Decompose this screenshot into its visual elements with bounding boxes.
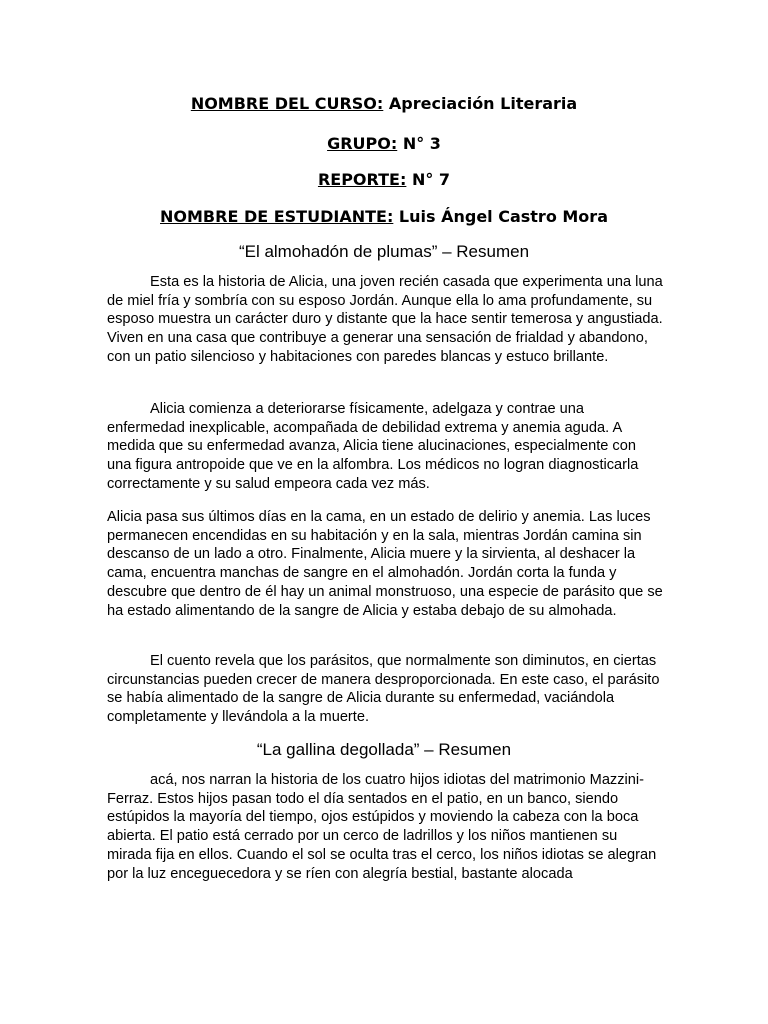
student-line — [0, 207, 768, 227]
paragraph: Alicia comienza a deteriorarse físicamente, adelgaza y contrae una enfermedad inexplicable, acompañada de debilidad extrema y anemia aguda. A medida que su enfermedad avanza, Alicia tiene alucinaciones, especialmente con una figura antropoide que ve en la alfombra. Los médicos no logran diagnosticarla correctamente y su salud empeora cada vez más. — [107, 401, 639, 492]
paragraph: Esta es la historia de Alicia, una joven recién casada que experimenta una luna de miel fría y sombría con su esposo Jordán. Aunque ella lo ama profundamente, su esposo muestra un carácter duro y distante que la hace sentir temerosa y angustiada. Viven en una casa que contribuye a generar una sensación de frialdad y abandono, con un patio silencioso y habitaciones con paredes blancas y estuco brillante. — [107, 274, 663, 365]
section-title: “La gallina degollada” – Resumen — [256, 740, 512, 759]
paragraph: Alicia pasa sus últimos días en la cama, en un estado de delirio y anemia. Las luces permanecen encendidas en su habitación y en la sala, mientras Jordán camina sin descanso de un lado a otro. Finalmente, Alicia muere y la sirvienta, al deshacer la cama, encuentra manchas de sangre en el almohadón. Jordán corta la funda y descubre que dentro de él hay un animal monstruoso, una especie de parásito que se ha estado alimentando de la sangre de Alicia y estaba debajo de su almohada. — [107, 509, 663, 619]
student-value: Luis Ángel Castro Mora — [398, 207, 608, 226]
section-title: “El almohadón de plumas” – Resumen — [238, 242, 530, 261]
course-line — [0, 94, 768, 114]
group-line — [0, 134, 768, 154]
student-label: NOMBRE DE ESTUDIANTE: — [160, 207, 394, 226]
course-value: Apreciación Literaria — [388, 94, 578, 113]
report-value: N° 7 — [411, 170, 451, 189]
group-value: N° 3 — [402, 134, 441, 153]
group-label: GRUPO: — [327, 134, 398, 153]
course-label: NOMBRE DEL CURSO: — [190, 94, 384, 113]
paragraph: El cuento revela que los parásitos, que normalmente son diminutos, en ciertas circunstancias pueden crecer de manera desproporcionada. En este caso, el parásito se había alimentado de la sangre de Alicia durante su enfermedad, vaciándola completamente y llevándola a la muerte. — [107, 653, 660, 726]
paragraph: acá, nos narran la historia de los cuatro hijos idiotas del matrimonio Mazzini-Ferraz. Estos hijos pasan todo el día sentados en el patio, en un banco, siendo estúpidos la mayoría del tiempo, ojos estúpidos y moviendo la cabeza con la boca abierta. El patio está cerrado por un cerco de ladrillos y los niños mantienen su mirada fija en ellos. Cuando el sol se oculta tras el cerco, los niños idiotas se alegran por la luz enceguecedora y se ríen con alegría bestial, bastante alocada — [107, 772, 657, 882]
report-line — [0, 170, 768, 190]
report-label: REPORTE: — [317, 170, 407, 189]
